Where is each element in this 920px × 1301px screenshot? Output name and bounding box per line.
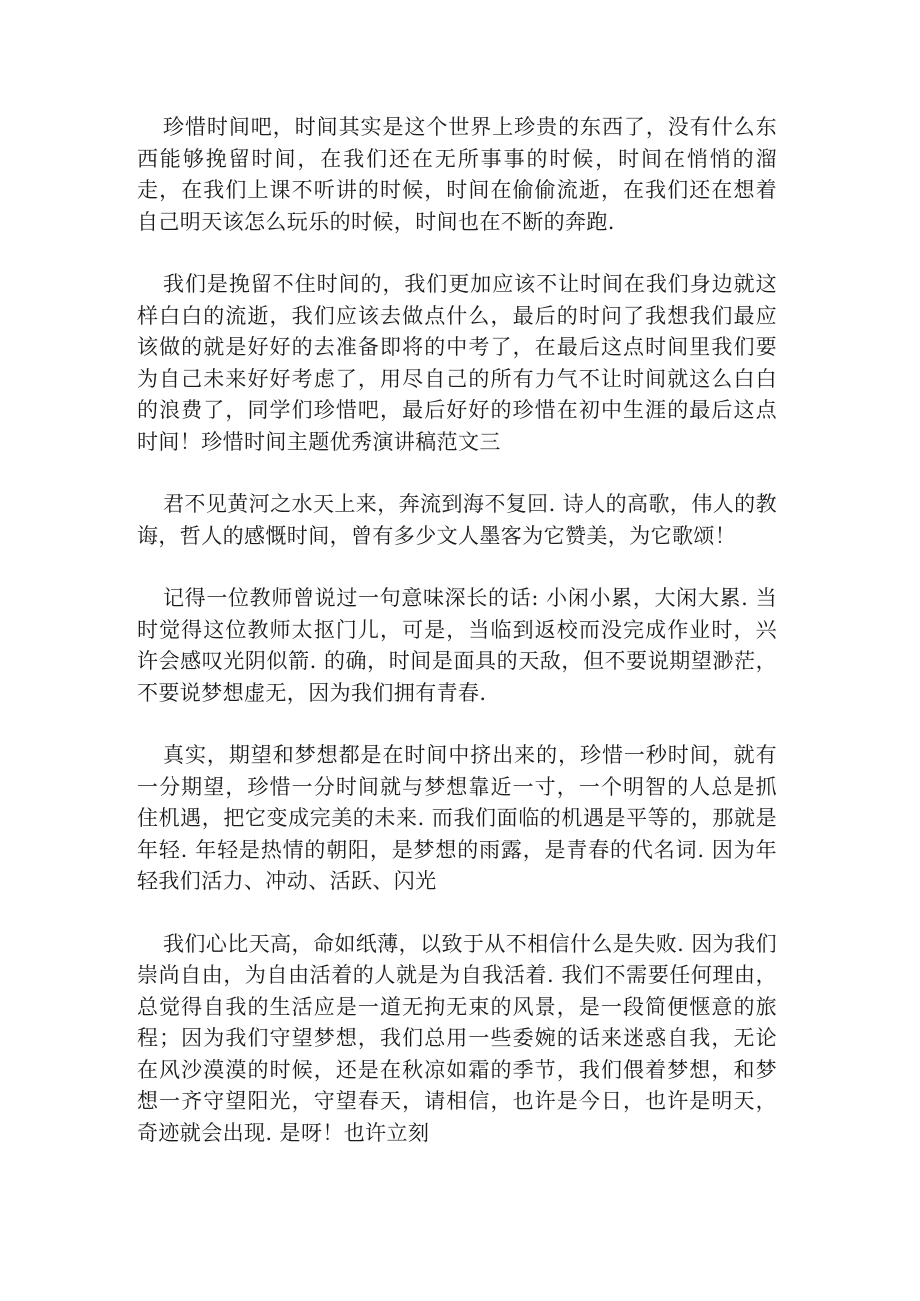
paragraph-4: 记得一位教师曾说过一句意味深长的话: 小闲小累，大闲大累. 当时觉得这位教师太抠门儿，可是，当临到返校而没完成作业时，兴许会感叹光阴似箭. 的确，时间是面具的天敌，但不要说期望渺茫，不要说梦想虚无，因为我们拥有青春. [137,586,777,705]
paragraph-3: 君不见黄河之水天上来，奔流到海不复回. 诗人的高歌，伟人的教诲，哲人的感慨时间，曾有多少文人墨客为它赞美，为它歌颂！ [137,492,777,548]
paragraph-5: 真实，期望和梦想都是在时间中挤出来的，珍惜一秒时间，就有一分期望，珍惜一分时间就与梦想靠近一寸，一个明智的人总是抓住机遇，把它变成完美的未来. 而我们面临的机遇是平等的，那就是年轻. 年轻是热情的朝阳，是梦想的雨露，是青春的代名词. 因为年轻我们活力、冲动、活跃、闪光 [137,743,777,893]
paragraph-1: 珍惜时间吧，时间其实是这个世界上珍贵的东西了，没有什么东西能够挽留时间，在我们还在无所事事的时候，时间在悄悄的溜走，在我们上课不听讲的时候，时间在偷偷流逝，在我们还在想着自己明天该怎么玩乐的时候，时间也在不断的奔跑. [137,115,777,234]
paragraph-2: 我们是挽留不住时间的，我们更加应该不让时间在我们身边就这样白白的流逝，我们应该去做点什么，最后的时问了我想我们最应该做的就是好好的去准备即将的中考了，在最后这点时间里我们要为自己未来好好考虑了，用尽自己的所有力气不让时间就这么白白的浪费了，同学们珍惜吧，最后好好的珍惜在初中生涯的最后这点时间！珍惜时间主题优秀演讲稿范文三 [137,272,777,454]
paragraph-6: 我们心比天高，命如纸薄，以致于从不相信什么是失败. 因为我们崇尚自由，为自由活着的人就是为自我活着. 我们不需要任何理由，总觉得自我的生活应是一道无拘无束的风景，是一段简便惬意的旅程；因为我们守望梦想，我们总用一些委婉的话来迷惑自我，无论在风沙漠漠的时候，还是在秋凉如霜的季节，我们偎着梦想，和梦想一齐守望阳光，守望春天，请相信，也许是今日，也许是明天，奇迹就会出现. 是呀！也许立刻 [137,931,777,1145]
document-body [137,112,777,1149]
